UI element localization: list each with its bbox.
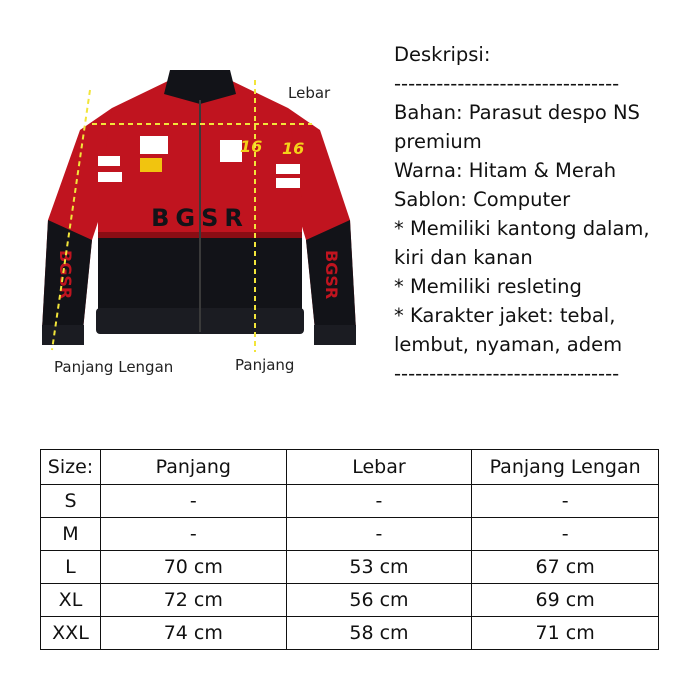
size-cell: M — [41, 518, 101, 551]
lebar-cell: 58 cm — [286, 617, 472, 650]
panjang-cell: 74 cm — [100, 617, 286, 650]
table-row — [41, 551, 659, 584]
lebar-cell: - — [286, 518, 472, 551]
panjang-cell: 70 cm — [100, 551, 286, 584]
lebar-header: Lebar — [286, 450, 472, 485]
description-line: Bahan: Parasut despo NS — [394, 101, 640, 124]
description-line: * Memiliki kantong dalam, — [394, 217, 650, 240]
description-line: premium — [394, 130, 482, 153]
description-line: lembut, nyaman, adem — [394, 333, 623, 356]
jacket-brand-left-sleeve: BGSR — [56, 250, 75, 300]
panjang-lengan-label: Panjang Lengan — [54, 358, 174, 376]
table-row — [41, 485, 659, 518]
description-heading: Deskripsi: — [394, 43, 491, 66]
panjang-header: Panjang — [100, 450, 286, 485]
jacket-number: 16 — [240, 137, 263, 156]
jacket-number-right: 16 — [282, 139, 305, 158]
size-table — [40, 449, 659, 650]
description-line: Sablon: Computer — [394, 188, 571, 211]
description-line: * Karakter jaket: tebal, — [394, 304, 616, 327]
description-divider-top: -------------------------------- — [394, 72, 620, 95]
panjang-lengan-cell: - — [472, 485, 659, 518]
jacket-brand-right-sleeve: BGSR — [322, 250, 341, 300]
size-cell: S — [41, 485, 101, 518]
panjang-lengan-cell: 71 cm — [472, 617, 659, 650]
panjang-lengan-header: Panjang Lengan — [472, 450, 659, 485]
size-cell: XL — [41, 584, 101, 617]
jacket-illustration — [40, 60, 360, 380]
description-block — [394, 40, 684, 388]
size-cell: L — [41, 551, 101, 584]
lebar-cell: - — [286, 485, 472, 518]
panjang-cell: - — [100, 518, 286, 551]
panjang-lengan-cell: - — [472, 518, 659, 551]
description-line: Warna: Hitam & Merah — [394, 159, 617, 182]
jacket-brand-chest: BGSR — [151, 204, 249, 232]
size-table-header-row — [41, 450, 659, 485]
panjang-cell: - — [100, 485, 286, 518]
jacket-image — [40, 60, 360, 380]
lebar-label: Lebar — [288, 84, 331, 102]
lebar-cell: 53 cm — [286, 551, 472, 584]
panjang-label: Panjang — [235, 356, 295, 374]
lebar-cell: 56 cm — [286, 584, 472, 617]
table-row — [41, 584, 659, 617]
panjang-lengan-cell: 67 cm — [472, 551, 659, 584]
panjang-lengan-cell: 69 cm — [472, 584, 659, 617]
description-line: kiri dan kanan — [394, 246, 533, 269]
panjang-cell: 72 cm — [100, 584, 286, 617]
size-header: Size: — [41, 450, 101, 485]
description-divider-bottom: -------------------------------- — [394, 362, 620, 385]
table-row — [41, 617, 659, 650]
table-row — [41, 518, 659, 551]
description-line: * Memiliki resleting — [394, 275, 582, 298]
size-cell: XXL — [41, 617, 101, 650]
